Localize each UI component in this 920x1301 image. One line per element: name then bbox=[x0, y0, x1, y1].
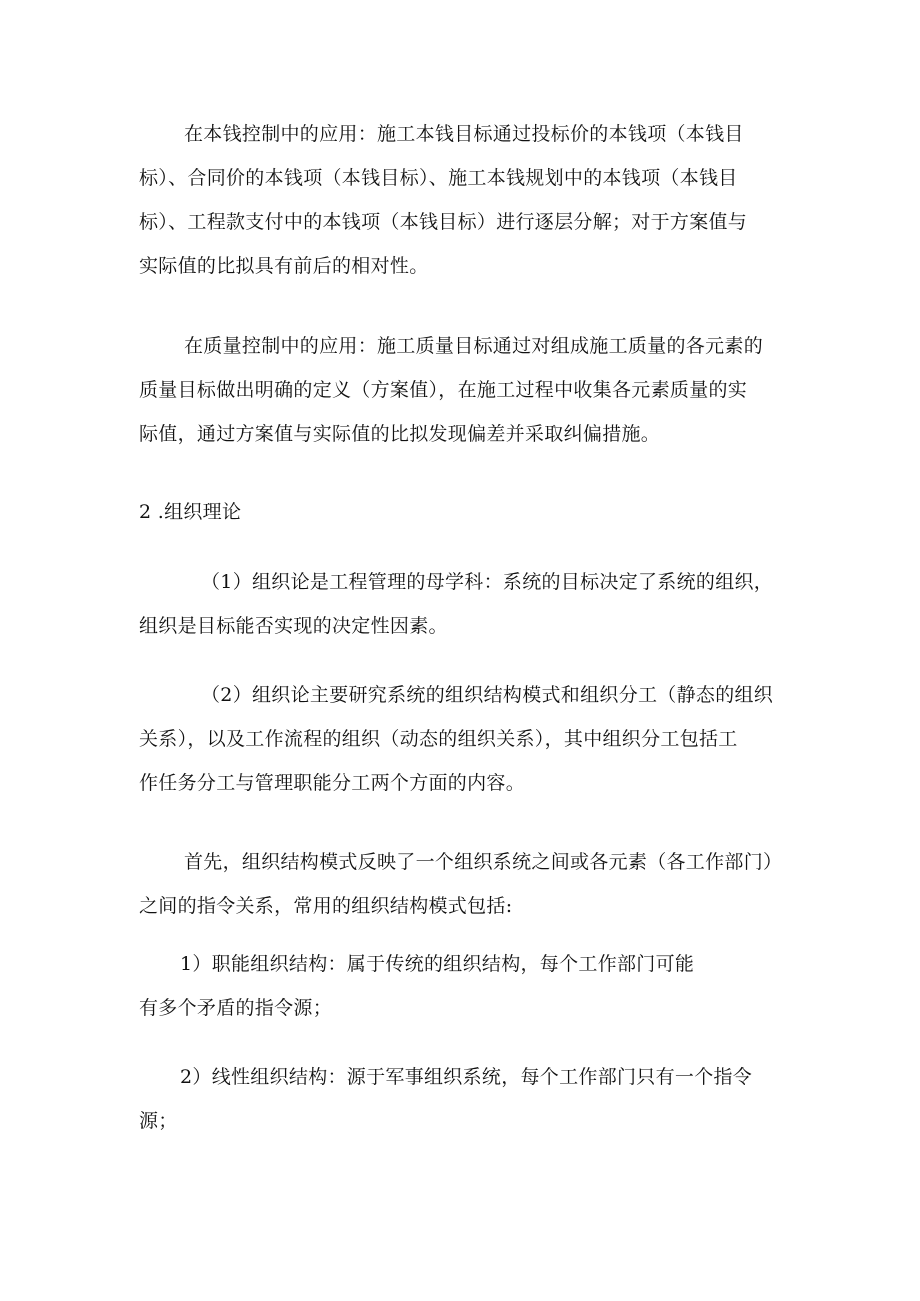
text-line: 2 .组织理论 bbox=[139, 501, 242, 523]
text-line: 1）职能组织结构：属于传统的组织结构，每个工作部门可能 bbox=[180, 953, 695, 975]
text-line: 实际值的比拟具有前后的相对性。 bbox=[139, 255, 429, 277]
paragraph-quality-control bbox=[139, 324, 799, 456]
paragraph-organization-point-2 bbox=[139, 673, 799, 805]
paragraph-organization-point-1 bbox=[139, 560, 799, 648]
text-line: 质量目标做出明确的定义（方案值），在施工过程中收集各元素质量的实 bbox=[139, 379, 748, 401]
text-line: （1）组织论是工程管理的母学科：系统的目标决定了系统的组织， bbox=[201, 571, 774, 593]
section-heading-organization-theory bbox=[139, 490, 799, 534]
text-line: 有多个矛盾的指令源； bbox=[139, 997, 333, 1019]
paragraph-structure-modes bbox=[139, 840, 799, 928]
paragraph-cost-control bbox=[139, 112, 799, 288]
text-line: 首先，组织结构模式反映了一个组织系统之间或各元素（各工作部门） bbox=[184, 851, 783, 873]
text-line: 际值，通过方案值与实际值的比拟发现偏差并采取纠偏措施。 bbox=[139, 423, 661, 445]
text-line: （2）组织论主要研究系统的组织结构模式和组织分工（静态的组织 bbox=[201, 684, 774, 706]
text-line: 作任务分工与管理职能分工两个方面的内容。 bbox=[139, 772, 526, 794]
text-line: 标）、工程款支付中的本钱项（本钱目标）进行逐层分解；对于方案值与 bbox=[139, 211, 748, 233]
text-line: 在本钱控制中的应用：施工本钱目标通过投标价的本钱项（本钱目 bbox=[184, 123, 744, 145]
text-line: 源； bbox=[139, 1110, 178, 1132]
text-line: 关系），以及工作流程的组织（动态的组织关系），其中组织分工包括工 bbox=[139, 728, 738, 750]
list-item-functional-structure bbox=[139, 942, 799, 1030]
text-line: 2）线性组织结构：源于军事组织系统，每个工作部门只有一个指令 bbox=[180, 1066, 753, 1088]
text-line: 之间的指令关系，常用的组织结构模式包括: bbox=[139, 895, 513, 917]
text-line: 在质量控制中的应用：施工质量目标通过对组成施工质量的各元素的 bbox=[184, 335, 764, 357]
text-line: 标）、合同价的本钱项（本钱目标）、施工本钱规划中的本钱项（本钱目 bbox=[139, 167, 738, 189]
list-item-linear-structure bbox=[139, 1055, 799, 1143]
text-line: 组织是目标能否实现的决定性因素。 bbox=[139, 615, 448, 637]
